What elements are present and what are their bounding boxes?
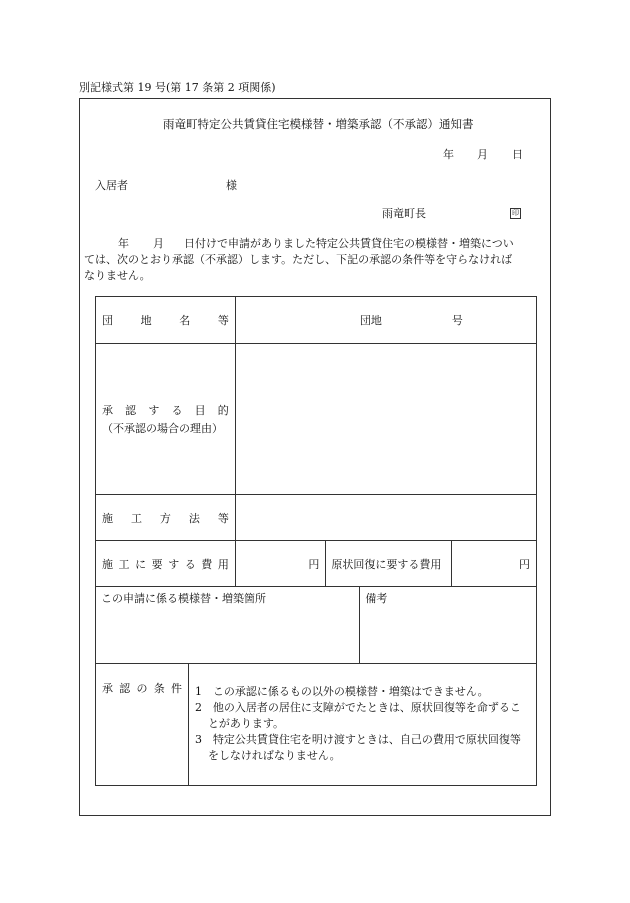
seal-icon: 印 (512, 209, 519, 217)
application-table (95, 296, 537, 786)
recipient-honorific: 様 (226, 179, 237, 192)
restore-cost-label: 原状回復に要する費用 (326, 541, 452, 587)
purpose-label-cell (96, 344, 236, 495)
row-estate-name (96, 297, 537, 344)
restore-cost-value: 円 (452, 541, 537, 587)
purpose-value (235, 344, 536, 495)
estate-name-value (235, 297, 536, 344)
para-line1: 日付けで申請がありました特定公共賃貸住宅の模様替・増築につい (184, 237, 514, 250)
cost-value: 円 (235, 541, 326, 587)
para-line2: ては、次のとおり承認（不承認）します。ただし、下記の承認の条件等を守らなければ (84, 253, 513, 266)
estate-name-label-cell (96, 297, 236, 344)
location-label: この申請に係る模様替・増築箇所 (96, 587, 360, 664)
remarks-label: 備考 (360, 587, 537, 664)
conditions-label: 承 認 の 条 件 (102, 682, 182, 695)
estate-prefix: 団地 (359, 314, 382, 327)
para-line3: なりません。 (84, 269, 151, 282)
condition-item: 3 特定公共賃貸住宅を明け渡すときは、自己の費用で原状回復等をしなければなりません。 (194, 732, 521, 762)
estate-name-label: 団 地 名 等 (102, 314, 229, 327)
date-month: 月 (477, 148, 488, 161)
condition-item: 1 この承認に係るもの以外の模様替・増築はできません。 (194, 684, 489, 698)
method-label: 施 工 方 法 等 (102, 511, 229, 525)
date-year: 年 (443, 148, 454, 161)
estate-suffix: 号 (451, 314, 463, 327)
method-value (235, 495, 536, 541)
purpose-label: 承 認 す る 目 的 (102, 404, 229, 417)
conditions-label-cell (96, 664, 189, 786)
document-title: 雨竜町特定公共賃貸住宅模様替・増築承認（不承認）通知書 (163, 117, 474, 131)
cost-label: 施 工 に 要 す る 費 用 (102, 557, 229, 571)
recipient-label: 入居者 (95, 179, 128, 192)
issuer-name: 雨竜町長 (382, 207, 426, 220)
method-label-cell (96, 495, 236, 541)
row-costs (96, 541, 537, 587)
para-month: 月 (153, 237, 164, 250)
row-location (96, 587, 537, 664)
form-number: 別記様式第 19 号(第 17 条第 2 項関係) (79, 81, 276, 94)
conditions-list (188, 664, 536, 786)
para-year: 年 (118, 237, 129, 250)
date-day: 日 (512, 148, 523, 161)
seal-mark (510, 205, 521, 219)
row-conditions (96, 664, 537, 786)
cost-label-cell (96, 541, 236, 587)
purpose-sublabel: （不承認の場合の理由） (102, 422, 223, 435)
row-purpose (96, 344, 537, 495)
condition-item: 2 他の入居者の居住に支障がでたときは、原状回復等を命ずることがあります。 (194, 700, 521, 730)
notice-paragraph (84, 236, 544, 284)
row-method (96, 495, 537, 541)
